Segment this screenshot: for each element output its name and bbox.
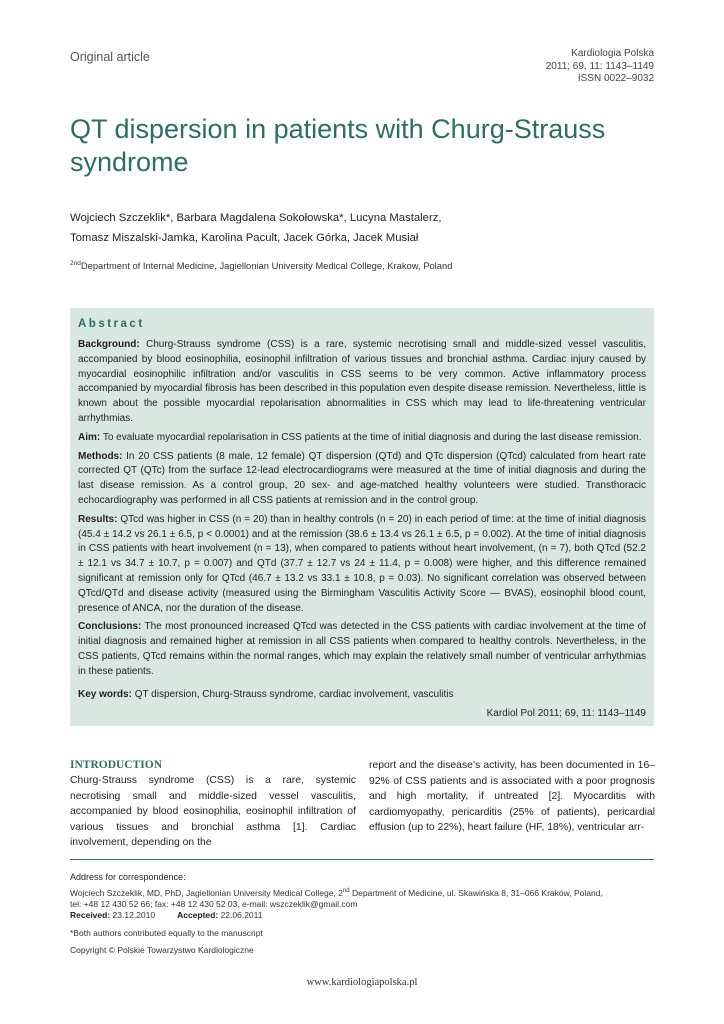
column-left <box>70 758 356 851</box>
section-text: The most pronounced increased QTcd was detected in the CSS patients with cardiac involvement at the time of initial diagnosis and remained higher at remission in all CSS patients when compared to healthy controls. Nevertheless, in the CSS patients, QTcd remains within the normal ranges, which may explain the relatively small number of ventricular arrhythmias in these patients. <box>78 621 646 677</box>
footer-url: www.kardiologiapolska.pl <box>306 977 418 988</box>
correspondence-block <box>70 872 654 957</box>
article-type-label: Original article <box>70 50 150 64</box>
correspondence-contact: tel: +48 12 430 52 66; fax: +48 12 430 52 03, e-mail: wszczeklik@gmail.com <box>70 898 358 909</box>
introduction-heading: INTRODUCTION <box>70 759 163 771</box>
abstract-conclusions <box>78 620 646 679</box>
correspondence-heading: Address for correspondence: <box>70 872 186 882</box>
journal-name: Kardiologia Polska <box>571 48 654 59</box>
section-text: QT dispersion, Churg-Strauss syndrome, cardiac involvement, vasculitis <box>134 688 454 700</box>
section-label: Results: <box>78 513 118 525</box>
abstract-citation: Kardiol Pol 2011; 69, 11: 1143–1149 <box>486 708 646 720</box>
abstract-heading: Abstract <box>78 318 145 330</box>
address-superscript: nd <box>342 887 350 894</box>
affiliation <box>70 260 452 271</box>
section-text: Churg-Strauss syndrome (CSS) is a rare, systemic necrotising small and middle-sized vessel vasculitis, accompanied by blood eosinophilia, eosinophil infiltration of various tissues and bronchial asthma. Cardiac injury caused by myocardial eosinophilic infiltration and/or vasculitis in CSS seems to be very common. Active inflammatory process accompanied by myocardial fibrosis has been described in this population even despite disease remission. Nevertheless, little is known about the possible myocardial repolarisation abnormalities in CSS which may lead to life-threatening ventricular arrhythmias. <box>78 339 647 424</box>
abstract-aim <box>78 431 646 446</box>
address-text: Department of Medicine, ul. Skawińska 8, 31–066 Kraków, Poland, <box>349 887 603 898</box>
journal-issn: ISSN 0022–9032 <box>577 73 654 84</box>
introduction-text-left: Churg-Strauss syndrome (CSS) is a rare, systemic necrotising small and middle-sized vessel vasculitis, accompanied by blood eosinophilia, eosinophil infiltration of various tissues and bronchial asthma [1]. Cardiac involvement, depending on the <box>70 775 356 849</box>
section-label: Aim: <box>78 431 101 443</box>
copyright-line: Copyright © Polskie Towarzystwo Kardiologiczne <box>70 945 254 956</box>
introduction-text-right: report and the disease’s activity, has been documented in 16–92% of CSS patients and is associated with a poor prognosis and high mortality, if untreated [2]. Myocarditis with cardiomyopathy, pericarditis (25% of patients), pericardial effusion (up to 22%), heart failure (HF, 18%), ventricular arr- <box>369 760 655 834</box>
author-list <box>70 209 442 248</box>
abstract-keywords <box>78 688 646 703</box>
abstract-background <box>78 338 646 427</box>
author-line: Tomasz Miszalski-Jamka, Karolina Pacult, Jacek Górka, Jacek Musiał <box>70 231 419 244</box>
journal-info <box>546 48 654 86</box>
article-title: QT dispersion in patients with Churg-Strauss syndrome <box>70 114 606 177</box>
column-right <box>369 758 655 836</box>
section-text: To evaluate myocardial repolarisation in CSS patients at the time of initial diagnosis and during the last disease remission. <box>102 431 642 443</box>
section-label: Methods: <box>78 450 123 462</box>
correspondence-address <box>70 886 654 899</box>
abstract-box <box>70 308 654 726</box>
section-text: In 20 CSS patients (8 male, 12 female) QT dispersion (QTd) and QTc dispersion (QTcd) calculated from heart rate corrected QT (QTc) from the surface 12-lead electrocardiograms were measured at the time of initial diagnosis and during the last disease remission. As a control group, 20 sex- and age-matched healthy volunteers were studied. Transthoracic echocardiography was performed in all CSS patients at remission and in the control group. <box>78 450 646 506</box>
section-label: Key words: <box>78 688 132 700</box>
section-label: Background: <box>78 339 140 350</box>
accepted-date: 22.06.2011 <box>220 910 263 921</box>
received-label: Received: <box>70 910 111 921</box>
section-label: Conclusions: <box>78 621 142 633</box>
author-line: Wojciech Szczeklik*, Barbara Magdalena Sokołowska*, Lucyna Mastalerz, <box>70 212 442 224</box>
affiliation-superscript: 2nd <box>70 260 81 267</box>
journal-citation: 2011; 69, 11: 1143–1149 <box>545 60 654 72</box>
equal-contribution-note: *Both authors contributed equally to the manuscript <box>70 927 263 938</box>
accepted-label: Accepted: <box>177 910 219 921</box>
correspondence-divider <box>70 859 654 860</box>
dates-line <box>70 910 654 922</box>
abstract-methods <box>78 450 646 509</box>
received-date: 23.12.2010 <box>112 910 156 921</box>
address-text: Wojciech Szczeklik, MD, PhD, Jagiellonian University Medical College, 2 <box>70 887 343 898</box>
section-text: QTcd was higher in CSS (n = 20) than in healthy controls (n = 20) in each period of time: at the time of initial diagnosis (45.4 ± 14.2 vs 26.1 ± 6.5, p < 0.0001) and at the remission (38.6 ± 13.4 vs 26.1 ± 6.5, p = 0.002). At the time of initial diagnosis in CSS patients with heart involvement (n = 13), when compared to patients without heart involvement, (n = 7), both QTcd (52.2 ± 12.1 vs 34.7 ± 10.7, p = 0.007) and QTd (37.7 ± 12.7 vs 24 ± 11.4, p = 0.008) were higher, and this difference remained significant at remission only for QTcd (46.7 ± 13.2 vs 33.1 ± 10.8, p = 0.03). No significant correlation was observed between QTcd/QTd and disease activity (measured using the Birmingham Vasculitis Activity Score — BVAS), eosinophil blood count, presence of ANCA, nor the duration of the disease. <box>78 513 646 614</box>
affiliation-text: Department of Internal Medicine, Jagiellonian University Medical College, Krakow, Poland <box>80 260 453 272</box>
abstract-results <box>78 513 646 617</box>
